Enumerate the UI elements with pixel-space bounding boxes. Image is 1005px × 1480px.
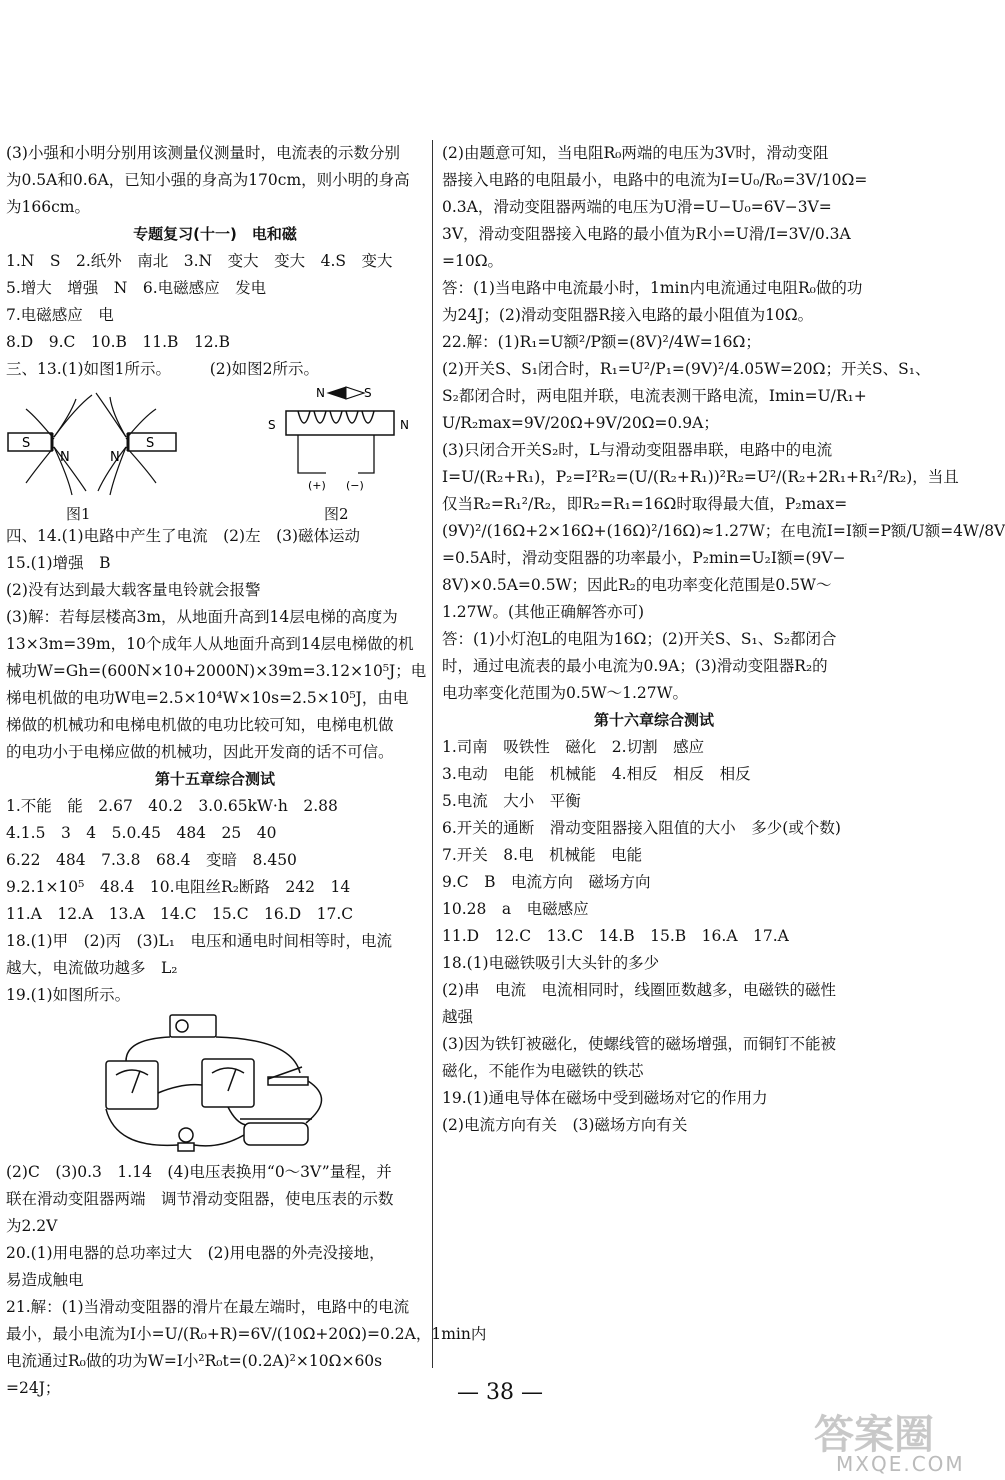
solution-line: I=U/(R₂+R₁)，P₂=I²R₂=(U/(R₂+R₁))²R₂=U²/(R₂+2R₁+R₁²/R₂)，当且 bbox=[442, 468, 959, 486]
answer-line: 15.(1)增强 B bbox=[6, 554, 111, 572]
solution-line: 电功率变化范围为0.5W～1.27W。 bbox=[442, 684, 689, 702]
figure-row bbox=[6, 383, 424, 523]
answer-line: 联在滑动变阻器两端 调节滑动变阻器，使电压表的示数 bbox=[6, 1190, 394, 1208]
answer-line: 1.司南 吸铁性 磁化 2.切割 感应 bbox=[442, 738, 705, 756]
answer-line: 械功W=Gh=(600N×10+2000N)×39m=3.12×10⁵J；电 bbox=[6, 662, 427, 680]
answer-line: 4.1.5 3 4 5.0.45 484 25 40 bbox=[6, 824, 277, 842]
solution-line: S₂都闭合时，两电阻并联，电流表测干路电流，Imin=U/R₁+ bbox=[442, 387, 867, 405]
answer-line: 越大，电流做功越多 L₂ bbox=[6, 959, 178, 977]
answer-line: 13×3m=39m，10个成年人从地面升高到14层电梯做的机 bbox=[6, 635, 414, 653]
solution-line: (9V)²/(16Ω+2×16Ω+(16Ω)²/16Ω)≈1.27W；在电流I=I额=P额/U额=4W/8V bbox=[442, 522, 1005, 540]
answer-line: 5.增大 增强 N 6.电磁感应 发电 bbox=[6, 279, 267, 297]
answer-line: 20.(1)用电器的总功率过大 (2)用电器的外壳没接地， bbox=[6, 1244, 385, 1262]
page-number: — 38 — bbox=[457, 1380, 543, 1405]
section-heading: 专题复习(十一) 电和磁 bbox=[133, 225, 297, 243]
solution-line: (2)由题意可知，当电阻R₀两端的电压为3V时，滑动变阻 bbox=[442, 144, 829, 162]
answer-line: (2)C (3)0.3 1.14 (4)电压表换用“0～3V”量程，并 bbox=[6, 1163, 392, 1181]
fig2-terminal: (+) bbox=[308, 479, 326, 492]
answer-line: 18.(1)甲 (2)丙 (3)L₁ 电压和通电时间相等时，电流 bbox=[6, 932, 393, 950]
right-column bbox=[442, 140, 1005, 1139]
answer-line: 7.电磁感应 电 bbox=[6, 306, 114, 324]
answer-line: (2)串 电流 电流相同时，线圈匝数越多，电磁铁的磁性 bbox=[442, 981, 836, 999]
fig1-label: N bbox=[110, 450, 120, 465]
answer-line: 8.D 9.C 10.B 11.B 12.B bbox=[6, 333, 230, 351]
answer-line: 梯电机做的电功W电=2.5×10⁴W×10s=2.5×10⁵J，由电 bbox=[6, 689, 409, 707]
answer-line: 易造成触电 bbox=[6, 1271, 84, 1289]
section-heading: 第十六章综合测试 bbox=[593, 711, 714, 729]
solenoid-figure bbox=[242, 383, 422, 499]
answer-line: 6.22 484 7.3.8 68.4 变暗 8.450 bbox=[6, 851, 297, 869]
answer-line: 5.电流 大小 平衡 bbox=[442, 792, 581, 810]
answer-line: =24J； bbox=[6, 1379, 61, 1397]
solution-line: 答：(1)当电路中电流最小时，1min内电流通过电阻R₀做的功 bbox=[442, 279, 863, 297]
text-line: 为166cm。 bbox=[6, 198, 90, 216]
answer-line: 磁化，不能作为电磁铁的铁芯 bbox=[442, 1062, 644, 1080]
answer-line: 梯做的机械功和电梯电机做的电功比较可知，电梯电机做 bbox=[6, 716, 394, 734]
text-line: 为0.5A和0.6A，已知小强的身高为170cm，则小明的身高 bbox=[6, 171, 410, 189]
answer-line: 三、13.(1)如图1所示。 (2)如图2所示。 bbox=[6, 360, 320, 378]
answer-line: 6.开关的通断 滑动变阻器接入阻值的大小 多少(或个数) bbox=[442, 819, 841, 837]
solution-line: 22.解：(1)R₁=U额²/P额=(8V)²/4W=16Ω； bbox=[442, 333, 761, 351]
solution-line: 时，通过电流表的最小电流为0.9A；(3)滑动变阻器R₂的 bbox=[442, 657, 828, 675]
answer-line: 越强 bbox=[442, 1008, 474, 1026]
solution-line: 为24J；(2)滑动变阻器R接入电路的最小阻值为10Ω。 bbox=[442, 306, 814, 324]
answer-line: 11.D 12.C 13.C 14.B 15.B 16.A 17.A bbox=[442, 927, 789, 945]
text-line: (3)小强和小明分别用该测量仪测量时，电流表的示数分别 bbox=[6, 144, 400, 162]
answer-line: 3.电动 电能 机械能 4.相反 相反 相反 bbox=[442, 765, 751, 783]
answer-line: 19.(1)如图所示。 bbox=[6, 986, 131, 1004]
answer-line: 为2.2V bbox=[6, 1217, 58, 1235]
fig1-label: N bbox=[60, 450, 70, 465]
circuit-figure bbox=[6, 1009, 424, 1159]
solution-line: =10Ω。 bbox=[442, 252, 504, 270]
answer-line: 9.2.1×10⁵ 48.4 10.电阻丝R₂断路 242 14 bbox=[6, 878, 351, 896]
fig1-label: S bbox=[146, 436, 155, 451]
answer-line: 19.(1)通电导体在磁场中受到磁场对它的作用力 bbox=[442, 1089, 768, 1107]
solution-line: (2)开关S、S₁闭合时，R₁=U²/P₁=(9V)²/4.05W=20Ω；开关S、S₁、 bbox=[442, 360, 931, 378]
answer-line: 四、14.(1)电路中产生了电流 (2)左 (3)磁体运动 bbox=[6, 527, 361, 545]
watermark-text: 答案圈 bbox=[814, 1412, 934, 1458]
section-heading: 第十五章综合测试 bbox=[154, 770, 275, 788]
solution-line: 器接入电路的电阻最小，电路中的电流为I=U₀/R₀=3V/10Ω= bbox=[442, 171, 868, 189]
answer-line: 最小，最小电流为I小=U/(R₀+R)=6V/(10Ω+20Ω)=0.2A，1min内 bbox=[6, 1325, 487, 1343]
fig2-label: S bbox=[364, 386, 372, 400]
solution-line: 8V)×0.5A=0.5W；因此R₂的电功率变化范围是0.5W～ bbox=[442, 576, 832, 594]
figure-caption: 图1 bbox=[66, 505, 91, 523]
column-divider bbox=[432, 140, 433, 1368]
solution-line: =0.5A时，滑动变阻器的功率最小，P₂min=U₂I额=(9V− bbox=[442, 549, 846, 567]
answer-line: 18.(1)电磁铁吸引大头针的多少 bbox=[442, 954, 660, 972]
figure-caption: 图2 bbox=[324, 505, 349, 523]
answer-line: 1.N S 2.纸外 南北 3.N 变大 变大 4.S 变大 bbox=[6, 252, 393, 270]
solution-line: 0.3A，滑动变阻器两端的电压为U滑=U−U₀=6V−3V= bbox=[442, 198, 832, 216]
answer-line: (3)因为铁钉被磁化，使螺线管的磁场增强，而铜钉不能被 bbox=[442, 1035, 836, 1053]
fig2-terminal: (−) bbox=[346, 479, 364, 492]
answer-line: 7.开关 8.电 机械能 电能 bbox=[442, 846, 643, 864]
solution-line: (3)只闭合开关S₂时，L与滑动变阻器串联，电路中的电流 bbox=[442, 441, 833, 459]
answer-line: 电流通过R₀做的功为W=I小²R₀t=(0.2A)²×10Ω×60s bbox=[6, 1352, 383, 1370]
watermark-site: MXQE.COM bbox=[836, 1452, 965, 1476]
magnet-field-figure bbox=[6, 387, 186, 499]
solution-line: 仅当R₂=R₁²/R₂，即R₂=R₁=16Ω时取得最大值，P₂max= bbox=[442, 495, 848, 513]
answer-line: (2)电流方向有关 (3)磁场方向有关 bbox=[442, 1116, 688, 1134]
fig2-label: S bbox=[268, 418, 276, 432]
answer-line: 的电功小于电梯应做的机械功，因此开发商的话不可信。 bbox=[6, 743, 394, 761]
fig2-label: N bbox=[400, 418, 409, 432]
answer-line: (3)解：若每层楼高3m，从地面升高到14层电梯的高度为 bbox=[6, 608, 398, 626]
answer-line: (2)没有达到最大载客量电铃就会报警 bbox=[6, 581, 261, 599]
fig1-label: S bbox=[22, 436, 31, 451]
solution-line: 3V，滑动变阻器接入电路的最小值为R小=U滑/I=3V/0.3A bbox=[442, 225, 851, 243]
fig2-label: N bbox=[316, 386, 325, 400]
answer-line: 21.解：(1)当滑动变阻器的滑片在最左端时，电路中的电流 bbox=[6, 1298, 410, 1316]
answer-line: 10.28 a 电磁感应 bbox=[442, 900, 589, 918]
answer-line: 11.A 12.A 13.A 14.C 15.C 16.D 17.C bbox=[6, 905, 354, 923]
answer-line: 9.C B 电流方向 磁场方向 bbox=[442, 873, 651, 891]
circuit-diagram bbox=[6, 1009, 424, 1159]
solution-line: 1.27W。(其他正确解答亦可) bbox=[442, 603, 645, 621]
answer-line: 1.不能 能 2.67 40.2 3.0.65kW·h 2.88 bbox=[6, 797, 338, 815]
solution-line: U/R₂max=9V/20Ω+9V/20Ω=0.9A； bbox=[442, 414, 719, 432]
solution-line: 答：(1)小灯泡L的电阻为16Ω；(2)开关S、S₁、S₂都闭合 bbox=[442, 630, 837, 648]
